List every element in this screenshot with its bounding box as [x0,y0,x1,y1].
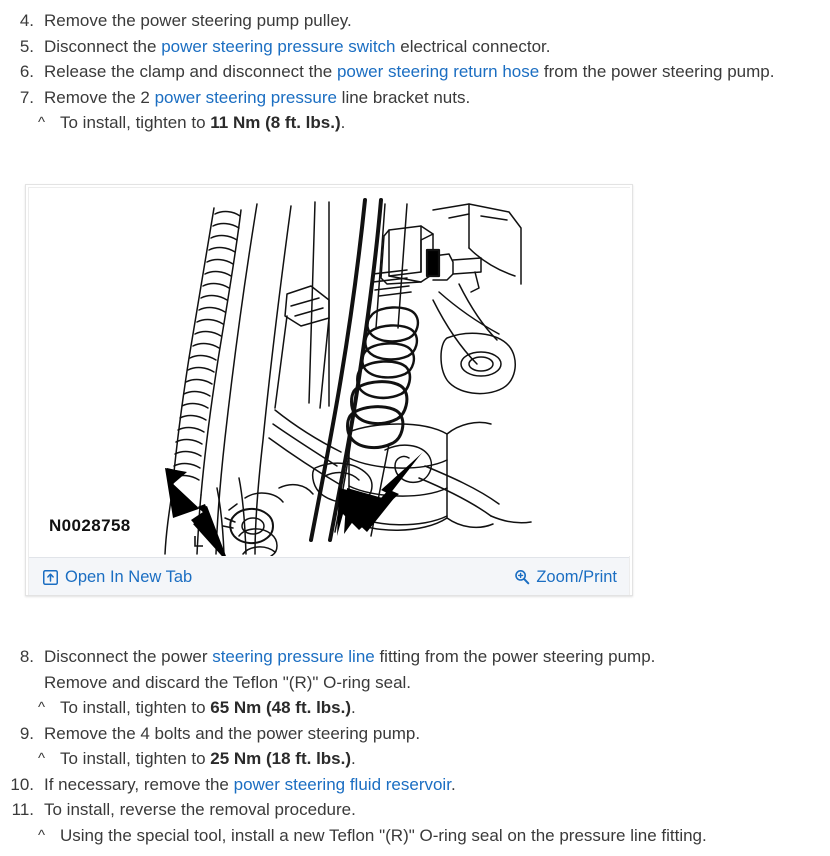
procedure-step [0,85,830,111]
text-run: Remove the 4 bolts and the power steering pump. [44,723,421,743]
text-run: To install, tighten to [60,698,211,717]
text-run: Using the special tool, install a new Teflon "(R)" O-ring seal on the pressure line fitting. [60,825,707,845]
ordered-step-list-top [0,8,830,136]
text-run: Disconnect the power [44,647,213,666]
open-in-new-tab-label: Open In New Tab [65,567,193,586]
procedure-steps-top [0,0,830,136]
step-text [44,724,420,743]
sub-note-text [60,749,356,768]
step-sub-note [0,746,830,772]
sub-bullet-caret-icon: ^ [38,699,46,716]
step-number: 4. [19,11,34,30]
power-steering-pump-diagram-svg [29,188,631,556]
step-number: 6. [19,62,34,81]
step-text [44,11,352,30]
step-number: 9. [19,723,34,743]
step-number: 7. [19,87,34,107]
step-sub-note [0,695,830,721]
procedure-step [0,34,830,60]
text-run: Release the clamp and disconnect the [44,62,337,81]
step-sub-note [0,823,830,849]
text-run: Remove the power steering pump pulley. [44,11,352,30]
sub-note-text [60,826,707,845]
text-run: fitting from the power steering pump. [374,647,656,666]
text-run: Disconnect the [44,36,162,56]
open-in-new-tab-icon [43,570,58,585]
step-text [44,647,655,666]
inline-link[interactable]: power steering pressure [154,87,337,107]
magnifier-plus-icon [514,569,530,585]
step-number: 8. [19,647,34,666]
step-number: 11. [11,800,34,819]
text-run: To install, reverse the removal procedure. [44,800,356,819]
sub-note-text [60,698,356,717]
technical-illustration [29,188,631,556]
torque-value: 11 Nm (8 ft. lbs.) [210,113,341,132]
text-run: To install, tighten to [60,749,211,768]
procedure-step [0,59,830,85]
step-text [44,88,470,107]
procedure-steps-bottom [0,644,830,848]
inline-link[interactable]: power steering pressure switch [161,36,396,56]
text-run: . [450,774,456,794]
step-text [44,775,456,794]
step-sub-note [0,110,830,136]
text-run: If necessary, remove the [44,774,234,794]
sub-bullet-caret-icon: ^ [38,114,46,131]
figure-panel [25,184,633,596]
zoom-print-button[interactable] [514,558,617,596]
procedure-step [0,721,830,747]
step-continuation: Remove and discard the Teflon "(R)" O-ring seal. [44,672,412,692]
inline-link[interactable]: steering pressure line [212,647,375,666]
inline-link[interactable]: power steering return hose [336,62,540,81]
text-run: . [340,113,346,132]
text-run: from the power steering pump. [539,62,775,81]
procedure-step [0,644,830,670]
text-run: line bracket nuts. [336,87,471,107]
figure-caption: N0028758 [49,516,131,535]
text-run: electrical connector. [395,36,551,56]
step-text [44,800,356,819]
torque-value: 25 Nm (18 ft. lbs.) [210,749,352,768]
torque-value: 65 Nm (48 ft. lbs.) [210,698,352,717]
text-run: Remove the 2 [44,87,155,107]
procedure-step [0,772,830,798]
text-run: . [351,749,356,768]
zoom-print-label: Zoom/Print [536,567,617,586]
figure-inner-frame [28,187,630,595]
step-text [44,37,550,56]
ordered-step-list-bottom [0,644,830,848]
text-run: To install, tighten to [60,113,211,132]
sub-bullet-caret-icon: ^ [38,750,46,767]
sub-bullet-caret-icon: ^ [38,826,46,844]
procedure-step [0,797,830,823]
open-in-new-tab-button[interactable] [43,558,192,596]
step-number: 10. [10,774,34,794]
sub-note-text [60,113,345,132]
figure-toolbar [29,557,629,595]
step-text [44,62,774,81]
text-run: . [351,698,356,717]
step-number: 5. [19,36,34,56]
procedure-step [0,8,830,34]
inline-link[interactable]: power steering fluid reservoir [233,774,451,794]
